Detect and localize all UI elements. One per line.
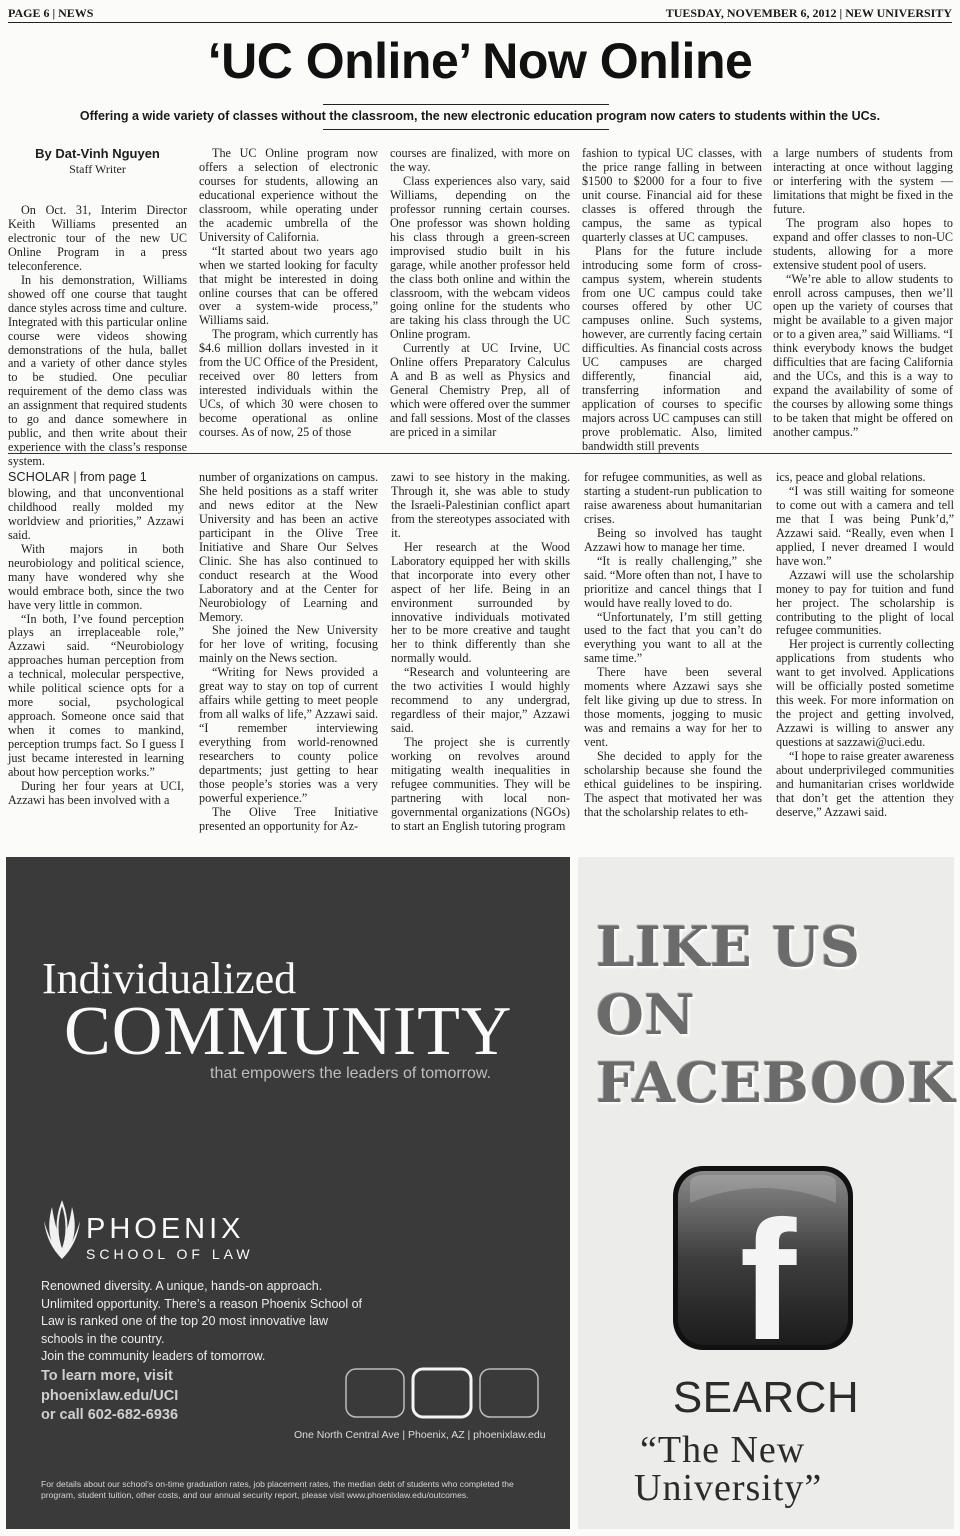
scholar-column-4 xyxy=(584,471,762,823)
article-headline: ‘UC Online’ Now Online xyxy=(207,33,753,89)
paragraph: “It started about two years ago when we started looking for faculty that might be interested in doing online courses that can be offered over a system-wide process,” Williams said. xyxy=(199,243,378,328)
paragraph: “We’re able to allow students to enroll across campuses, then we’ll open up the variety of courses that might be available to a given major or to a given area,” said Williams. “I think everybody knows the budget difficulties that are facing California and the UCs, and this is a way to expand the availability of some of the courses by allowing some things to be taken that might be offered on another campus.” xyxy=(773,271,953,440)
paragraph: a large numbers of students from interacting at once without lagging or interfering with the system — limitations that might be fixed in the future. xyxy=(773,146,953,216)
paragraph: The program, which currently has $4.6 million dollars invested in it from the UC Office of the President, received over 80 letters from interested individuals within the UCs, of which 30 were chosen to become operational as online courses. As of now, 25 of those xyxy=(199,327,378,440)
paragraph: She decided to apply for the scholarship because she found the ethical guidelines to be inspiring. The aspect that motivated her was that the scholarship relates to eth- xyxy=(584,749,762,819)
ad-headline-2: COMMUNITY xyxy=(64,993,513,1070)
paragraph: blowing, and that unconventional childhood really molded my worldview and priorities,” Azzawi said. xyxy=(8,485,184,542)
fb-ad-query-line-2: University” xyxy=(634,1467,823,1509)
paragraph: “Research and volunteering are the two activities I would highly recommend to any undergrad, regardless of their major,” Azzawi said. xyxy=(391,665,570,736)
ad-body-copy: Renowned diversity. A unique, hands-on approach. Unlimited opportunity. There’s a reason Phoenix School of Law is ranked one of the top 20 most innovative law schools in the country. xyxy=(41,1279,363,1346)
paragraph: courses are finalized, with more on the way. xyxy=(390,146,570,174)
paragraph: With majors in both neurobiology and political science, many have wondered why she would embrace both, since the two have very little in common. xyxy=(8,541,184,612)
section-divider xyxy=(8,453,952,454)
ad-cta-phone: or call 602-682-6936 xyxy=(41,1407,179,1423)
fb-ad-line-1: LIKE US xyxy=(596,914,861,979)
paragraph: Class experiences also vary, said Williams, depending on the professor running certain courses. One professor was shown holding his class through a green-screen improvised studio built in his garage, while another professor held the class both online and within the classroom, with the webcam videos going online for the students who are taking his class through the UC Online program. xyxy=(390,173,570,342)
paragraph: “Writing for News provided a great way to stay on top of current affairs while getting to meet people from all walks of life,” Azzawi said. “I remember interviewing everything from world-renowned researchers to county police departments; just getting to hear those people’s stories was a very powerful experience.” xyxy=(199,665,378,805)
article-dek: Offering a wide variety of classes without the classroom, the new electronic education program now caters to students within the UCs. xyxy=(79,109,881,123)
byline xyxy=(8,146,187,176)
scholar-column-5 xyxy=(776,471,954,823)
paragraph: “In both, I’ve found perception plays an irreplaceable role,” Azzawi said. “Neurobiology approaches human perception from a technical, molecular perspective, while political science opts for a more social, psychological approach. Someone once said that when it comes to mankind, perception trumps fact. So I guess I just became interested in learning about how perception works.” xyxy=(8,611,184,780)
paragraph: Currently at UC Irvine, UC Online offers Preparatory Calculus A and B as well as Physics and General Chemistry Prep, all of which were offered over the summer and fall sessions. Most of the classes are priced in a similar xyxy=(390,341,570,440)
paragraph: Her project is currently collecting applications from students who want to get involved. Applications will be officially posted sometime this week. For more information on the project and getting involved, Azzawi is willing to answer any questions at sazzawi@uci.edu. xyxy=(776,637,954,750)
phoenix-logo-icon xyxy=(40,1201,84,1261)
jump-label: SCHOLAR xyxy=(8,470,70,484)
page-folio xyxy=(8,6,952,23)
article-column-2 xyxy=(199,147,378,443)
scholar-column-1 xyxy=(8,471,184,823)
paragraph: On Oct. 31, Interim Director Keith Williams presented an electronic tour of the new UC Online Program in a press teleconference. xyxy=(8,203,187,273)
article-column-1 xyxy=(8,146,187,469)
paragraph: The UC Online program now offers a selection of electronic courses for students, allowing an educational experience without the classroom, while operating under the academic umbrella of the University of California. xyxy=(199,146,378,244)
fb-ad-query xyxy=(634,1429,823,1509)
paragraph: Being so involved has taught Azzawi how to manage her time. xyxy=(584,525,762,554)
ad-cta-line-1: To learn more, visit xyxy=(41,1368,173,1384)
ad-address: One North Central Ave | Phoenix, AZ | phoenixlaw.edu xyxy=(294,1429,546,1441)
paragraph: fashion to typical UC classes, with the price range falling in between $1500 to $2000 for a four to five unit course. Financial aid for these classes is offered through the campus, the same as typical quarterly classes at UC campuses. xyxy=(582,146,762,244)
ad-tagline: that empowers the leaders of tomorrow. xyxy=(210,1065,492,1082)
ad-logo-sub: SCHOOL OF LAW xyxy=(86,1246,254,1262)
paragraph: The Olive Tree Initiative presented an opportunity for Az- xyxy=(199,804,378,833)
byline-role: Staff Writer xyxy=(69,162,126,176)
paragraph: Azzawi will use the scholarship money to pay for tuition and fund her project. The scholarship is contributing to the plight of local refugee communities. xyxy=(776,567,954,638)
dek-bottom-rule xyxy=(323,129,609,130)
article-column-5 xyxy=(773,147,953,443)
ad-decorative-frames xyxy=(344,1367,540,1421)
paragraph: The project she is currently working on revolves around mitigating wealth inequalities in refugee communities. They will be partnering with local non-governmental organizations (NGOs) to start an English tutoring program xyxy=(391,735,570,833)
facebook-icon[interactable] xyxy=(670,1163,856,1376)
fb-ad-line-3: FACEBOOK xyxy=(596,1050,956,1115)
paragraph: “Unfortunately, I’m still getting used to the fact that you can’t do everything you want to all at the same time.” xyxy=(584,609,762,666)
paragraph: “I hope to raise greater awareness about underprivileged communities and humanitarian crises worldwide that don’t get the attention they deserve,” Azzawi said. xyxy=(776,749,954,819)
jump-line: SCHOLAR | from page 1 xyxy=(8,470,147,484)
ad-fine-print: For details about our school’s on-time graduation rates, job placement rates, the median debt of students who completed the program, student tuition, other costs, and our annual security report, please visit www.phoenixlaw.edu/outcomes. xyxy=(41,1479,514,1500)
jump-from: from page 1 xyxy=(80,470,147,484)
paragraph: During her four years at UCI, Azzawi has been involved with a xyxy=(8,778,184,807)
fb-ad-query-line-1: “The New xyxy=(640,1429,806,1471)
fb-ad-line-2: ON xyxy=(596,982,696,1047)
article-column-3 xyxy=(390,147,570,443)
ad-logo-name: PHOENIX xyxy=(86,1213,245,1245)
fb-ad-headline xyxy=(596,913,955,1117)
paragraph: Her research at the Wood Laboratory equipped her with skills that incorporate into every other aspect of her life. Being in an environment surrounded by innovative individuals motivated her to be more creative and taught her to think differently than she normally would. xyxy=(391,539,570,666)
paragraph: In his demonstration, Williams showed off one course that taught dance styles across time and culture. Integrated with this particular online course were videos showing demonstrations of the hula, ballet and a variety of other dance styles to be studied. One peculiar requirement of the demo class was an assignment that required students to go and dance somewhere in public, and then write about their experience with the class’s response system. xyxy=(8,272,187,469)
ad-cta-url[interactable]: phoenixlaw.edu/UCI xyxy=(41,1387,179,1404)
dek-top-rule xyxy=(323,104,609,105)
paragraph: zawi to see history in the making. Through it, she was able to study the Israeli-Palestinian conflict apart from the stereotypes associated with it. xyxy=(391,470,570,540)
paragraph: ics, peace and global relations. xyxy=(776,470,926,484)
paragraph: “I was still waiting for someone to come out with a camera and tell me that I was being Punk’d,” Azzawi said. “Really, even when I applied, I never dreamed I would have won.” xyxy=(776,483,954,568)
byline-name: By Dat-Vinh Nguyen xyxy=(35,146,160,161)
folio-section: PAGE 6 | NEWS xyxy=(8,6,94,20)
ad-cta[interactable] xyxy=(41,1367,178,1426)
paragraph: “It is really challenging,” she said. “More often than not, I have to prioritize and cancel things that I would have really loved to do. xyxy=(584,553,762,610)
fb-ad-search: SEARCH xyxy=(672,1373,860,1422)
ad-join-line: Join the community leaders of tomorrow. xyxy=(41,1349,266,1363)
paragraph: number of organizations on campus. She held positions as a staff writer and news editor at the New University and has been an active participant in the Olive Tree Initiative and Share Our Selves Clinic. She has also continued to conduct research at the Wood Laboratory and at the Center for Neurobiology of Learning and Memory. xyxy=(199,470,378,624)
scholar-column-3 xyxy=(391,470,570,833)
phoenix-law-ad[interactable] xyxy=(6,857,570,1529)
paragraph: There have been several moments where Azzawi says she felt like giving up due to stress. In those moments, jogging to music was and remains a way for her to vent. xyxy=(584,665,762,750)
paragraph: Plans for the future include introducing some form of cross-campus system, wherein students from one UC campus could take courses offered by other UC campuses online. Such systems, however, are currently facing certain difficulties. As financial costs across UC campuses are charged differently, financial aid, transferring information and application of courses to specific majors across UC campuses can still prove problematic. Also, limited bandwidth still prevents xyxy=(582,243,762,454)
paragraph: for refugee communities, as well as starting a student-run publication to raise awareness about humanitarian crises. xyxy=(584,470,762,526)
folio-date: TUESDAY, NOVEMBER 6, 2012 | NEW UNIVERSITY xyxy=(665,6,952,20)
paragraph: She joined the New University for her love of writing, focusing mainly on the News section. xyxy=(199,623,378,666)
facebook-ad[interactable] xyxy=(578,857,954,1529)
scholar-column-2 xyxy=(199,470,378,833)
article-column-4 xyxy=(582,146,762,454)
ad-headline-1: Individualized xyxy=(42,954,297,1003)
paragraph: The program also hopes to expand and offer classes to non-UC students, allowing for a more extensive student pool of users. xyxy=(773,215,953,272)
facebook-icon-letter: f xyxy=(739,1186,797,1376)
